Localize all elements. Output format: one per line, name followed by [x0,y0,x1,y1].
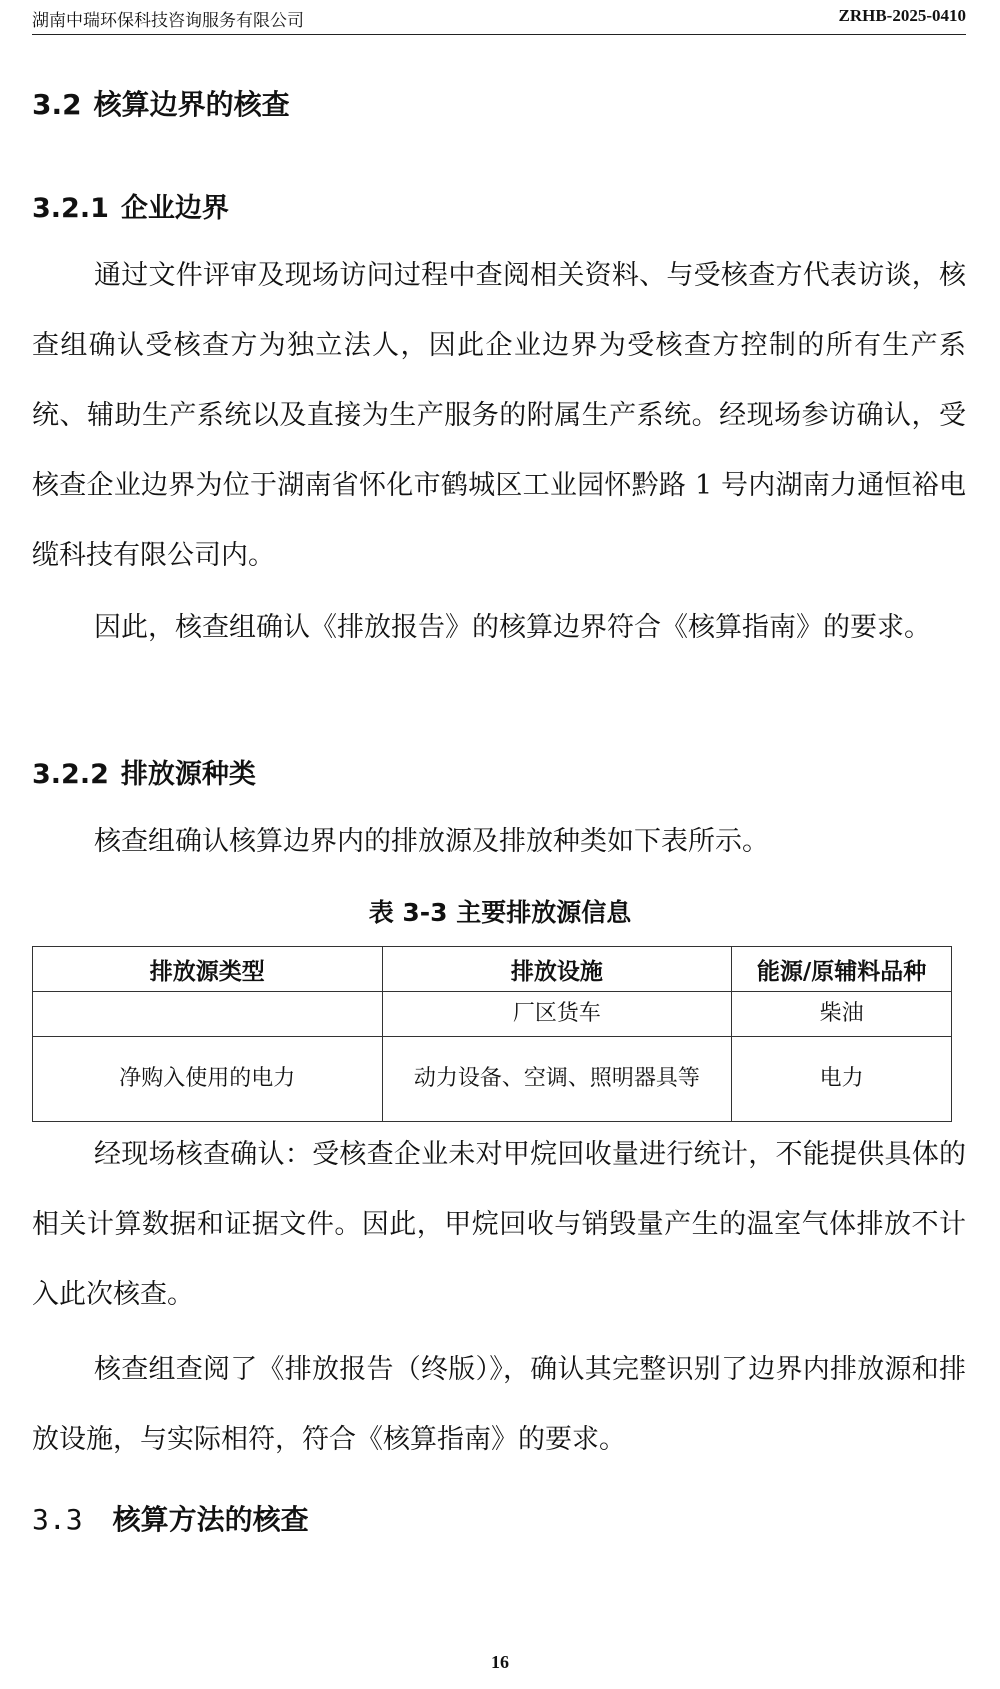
section-title: 核算方法的核查 [112,1503,309,1536]
table-cell: 动力设备、空调、照明器具等 [382,1037,732,1122]
page-number: 16 [491,1652,509,1672]
table-cell: 厂区货车 [382,992,732,1037]
section-heading-3-2-1 [32,186,229,225]
table-cell: 净购入使用的电力 [33,1037,383,1122]
section-number: 3.2 [32,88,82,121]
section-heading-3-3 [32,1498,309,1538]
section-title: 企业边界 [120,193,229,224]
section-heading-3-2 [32,83,290,123]
header-doc-code: ZRHB-2025-0410 [838,6,966,25]
table-header-cell: 排放源类型 [33,947,383,992]
paragraph-boundary-conclusion: 因此，核查组确认《排放报告》的核算边界符合《核算指南》的要求。 [94,612,931,643]
table-cell [33,992,383,1037]
section-heading-3-2-2 [32,752,256,791]
paragraph-source-conclusion: 核查组查阅了《排放报告（终版）》，确认其完整识别了边界内排放源和排放设施，与实际相符，符合《核算指南》的要求。 [32,1354,966,1455]
paragraph-methane-note: 经现场核查确认：受核查企业未对甲烷回收量进行统计，不能提供具体的相关计算数据和证据文件。因此，甲烷回收与销毁量产生的温室气体排放不计入此次核查。 [32,1139,966,1310]
table-cell: 电力 [732,1037,952,1122]
table-header-cell: 排放设施 [382,947,732,992]
table-caption: 表 3-3 主要排放源信息 [368,898,632,927]
section-number: 3.3 [32,1503,83,1536]
header-company: 湖南中瑞环保科技咨询服务有限公司 [32,11,304,31]
section-title: 排放源种类 [120,759,256,790]
page-header [32,6,966,35]
section-title: 核算边界的核查 [93,88,290,121]
table-cell: 柴油 [732,992,952,1037]
paragraph-source-intro: 核查组确认核算边界内的排放源及排放种类如下表所示。 [94,826,769,857]
paragraph-enterprise-boundary: 通过文件评审及现场访问过程中查阅相关资料、与受核查方代表访谈，核查组确认受核查方为独立法人，因此企业边界为受核查方控制的所有生产系统、辅助生产系统以及直接为生产服务的附属生产系统。经现场参访确认，受核查企业边界为位于湖南省怀化市鹤城区工业园怀黔路 1 号内湖南力通恒裕电缆科技有限公司内。 [32,260,966,571]
table-row [33,1037,952,1122]
emission-source-table [32,946,952,1122]
table-header-cell: 能源/原辅料品种 [732,947,952,992]
section-number: 3.2.1 [32,193,109,224]
table-row [33,992,952,1037]
section-number: 3.2.2 [32,759,109,790]
table-header-row [33,947,952,992]
